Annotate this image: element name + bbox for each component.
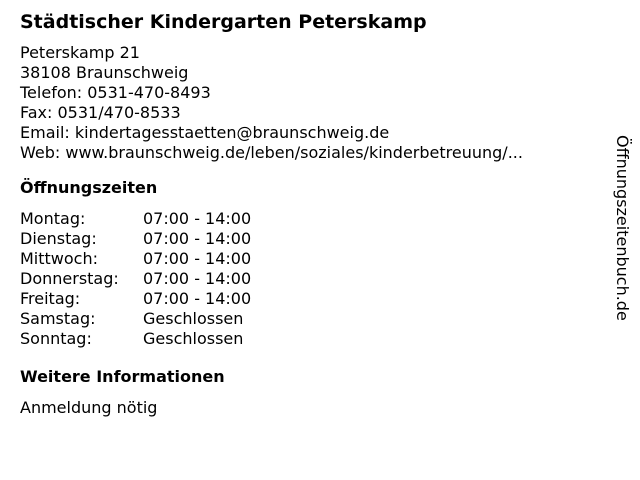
day-label: Mittwoch:	[20, 249, 98, 268]
day-hours: 07:00 - 14:00	[143, 229, 252, 248]
day-hours: Geschlossen	[143, 309, 244, 328]
hours-row-saturday	[20, 309, 600, 329]
street-address: Peterskamp 21	[20, 43, 140, 62]
hours-row-tuesday	[20, 229, 600, 249]
hours-row-thursday	[20, 269, 600, 289]
day-hours: 07:00 - 14:00	[143, 249, 252, 268]
city-postcode: 38108 Braunschweig	[20, 63, 189, 82]
email-address: Email: kindertagesstaetten@braunschweig.de	[20, 123, 390, 142]
opening-hours-heading: Öffnungszeiten	[20, 178, 158, 197]
day-hours: Geschlossen	[143, 329, 244, 348]
day-hours: 07:00 - 14:00	[143, 289, 252, 308]
page-title: Städtischer Kindergarten Peterskamp	[20, 11, 427, 33]
phone-number: Telefon: 0531-470-8493	[20, 83, 211, 102]
more-info-heading: Weitere Informationen	[20, 367, 225, 386]
hours-row-wednesday	[20, 249, 600, 269]
kindergarten-info-card	[20, 10, 600, 418]
hours-row-friday	[20, 289, 600, 309]
contact-block	[20, 43, 600, 163]
hours-row-sunday	[20, 329, 600, 349]
day-label: Freitag:	[20, 289, 81, 308]
day-label: Samstag:	[20, 309, 96, 328]
day-hours: 07:00 - 14:00	[143, 269, 252, 288]
fax-number: Fax: 0531/470-8533	[20, 103, 181, 122]
day-label: Donnerstag:	[20, 269, 119, 288]
day-hours: 07:00 - 14:00	[143, 209, 252, 228]
more-info-text: Anmeldung nötig	[20, 398, 158, 417]
day-label: Sonntag:	[20, 329, 92, 348]
day-label: Dienstag:	[20, 229, 97, 248]
site-watermark-label: Öffnungszeitenbuch.de	[613, 135, 632, 321]
hours-row-monday	[20, 209, 600, 229]
day-label: Montag:	[20, 209, 86, 228]
website-link: Web: www.braunschweig.de/leben/soziales/kinderbetreuung/...	[20, 143, 523, 162]
opening-hours-table	[20, 209, 600, 349]
